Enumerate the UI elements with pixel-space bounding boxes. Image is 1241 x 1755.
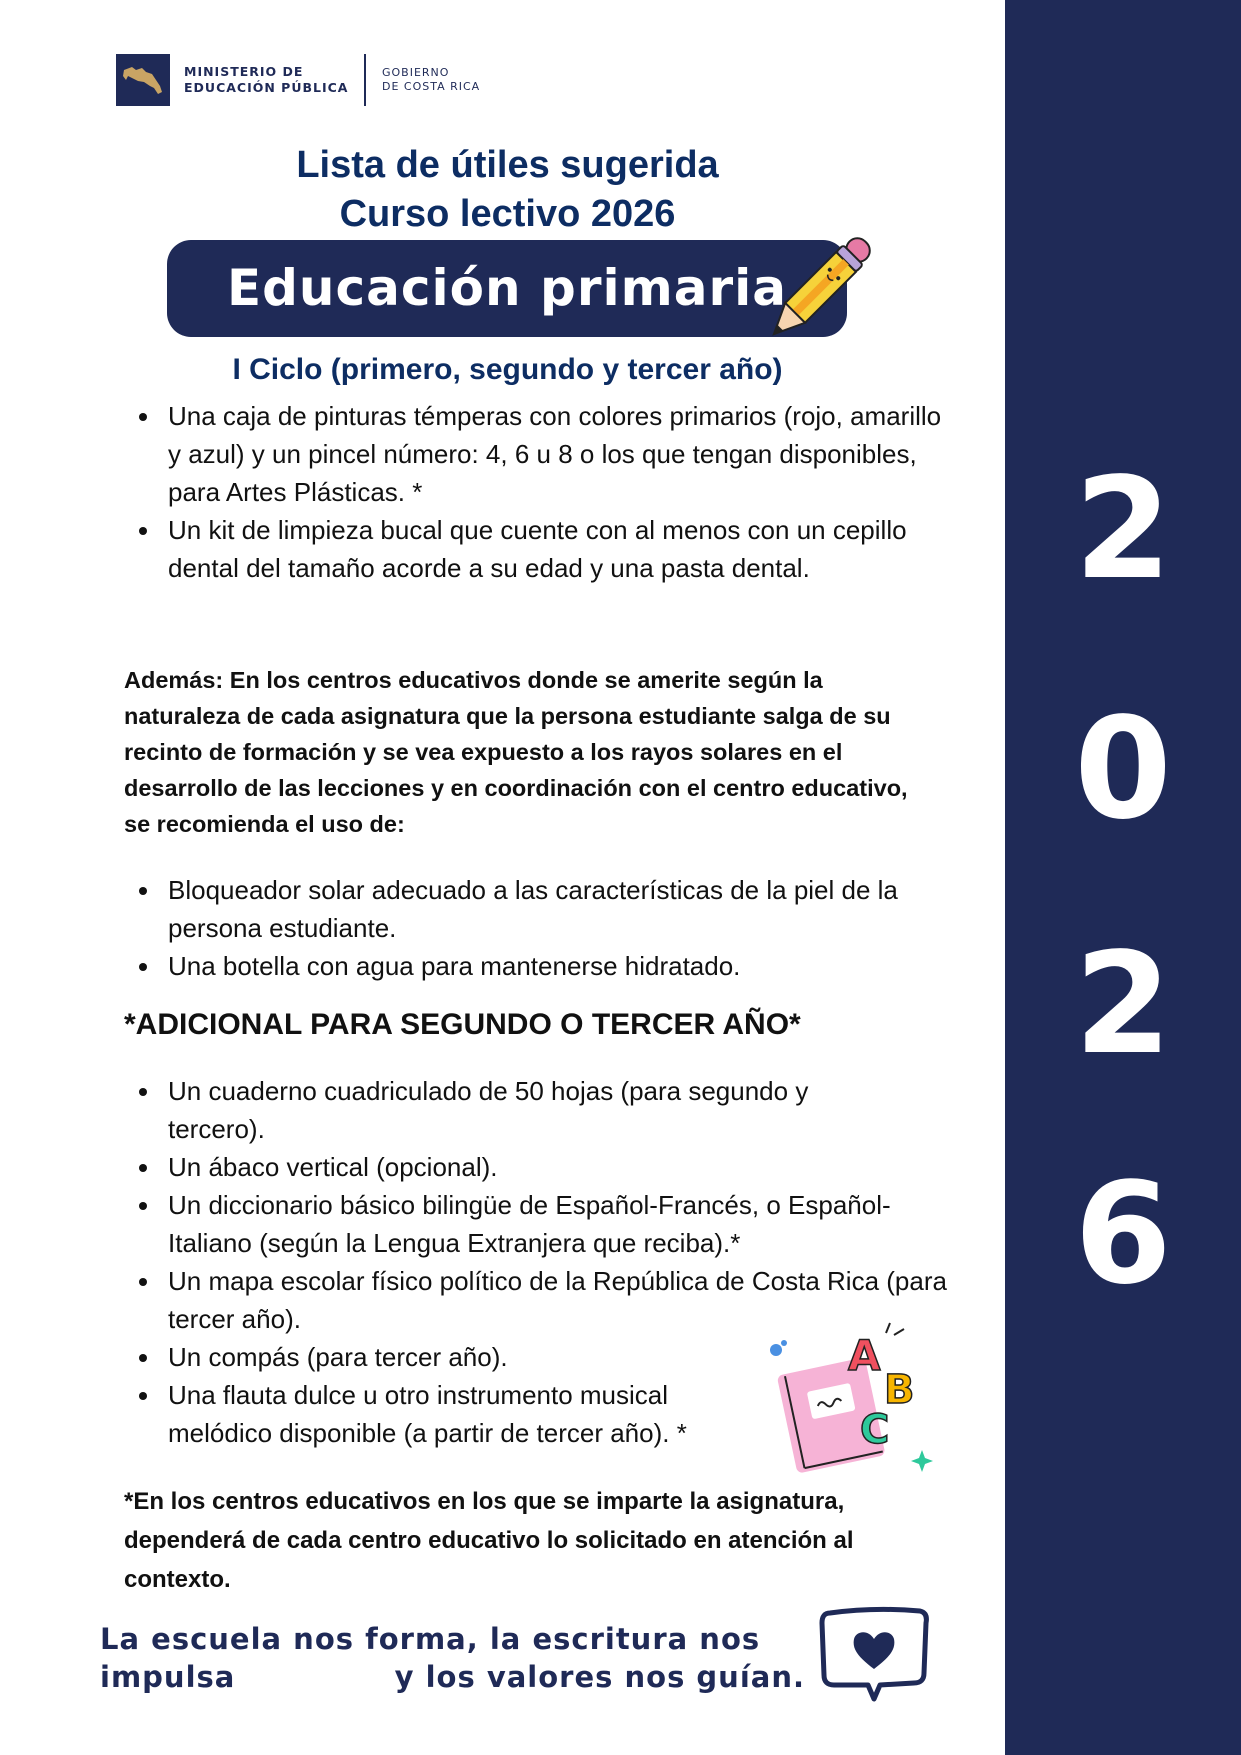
ministry-line-1: MINISTERIO DE [184, 64, 304, 79]
heart-speech-bubble-icon [818, 1603, 933, 1703]
level-banner [167, 240, 847, 337]
pencil-icon [750, 214, 895, 359]
footnote: *En los centros educativos en los que se imparte la asignatura, dependerá de cada centro educativo lo solicitado en atención al contexto. [124, 1488, 854, 1593]
ademas-paragraph: Además: En los centros educativos donde se amerite según la naturaleza de cada asignatura que la persona estudiante salga de su recinto de formación y se vea expuesto a los rayos solares en el desarrollo de las lecciones y en coordinación con el centro educativo, se recomienda el uso de: [124, 667, 908, 837]
slogan-line-1: La escuela nos forma, la escritura nos impulsa [100, 1622, 761, 1694]
ministry-name [184, 64, 348, 96]
list-item: Un compás (para tercer año). [125, 1338, 965, 1376]
page-title-line-2: Curso lectivo 2026 [339, 193, 676, 235]
year-digit: 0 [1074, 688, 1172, 851]
list-item: Bloqueador solar adecuado a las características de la piel de la persona estudiante. [125, 871, 955, 947]
page-title-line-1: Lista de útiles sugerida [296, 144, 719, 186]
svg-text:B: B [884, 1367, 915, 1413]
list-item: Una flauta dulce u otro instrumento musical melódico disponible (a partir de tercer año). * [125, 1376, 965, 1452]
list-item: Un cuaderno cuadriculado de 50 hojas (para segundo y tercero). [125, 1072, 965, 1148]
list-item: Un diccionario básico bilingüe de Español-Francés, o Español-Italiano (según la Lengua Extranjera que reciba).* [125, 1186, 965, 1262]
year-digit: 2 [1074, 923, 1172, 1086]
sun-protection-list [125, 871, 955, 985]
list-item: Una caja de pinturas témperas con colores primarios (rojo, amarillo y azul) y un pincel número: 4, 6 u 8 o los que tengan disponibles, para Artes Plásticas. * [125, 397, 955, 511]
gov-line-2: DE COSTA RICA [381, 80, 481, 93]
year-sidebar [1005, 0, 1241, 1755]
cycle-subtitle: I Ciclo (primero, segundo y tercer año) [232, 353, 783, 386]
logo-divider [364, 54, 366, 106]
list-item: Un ábaco vertical (opcional). [125, 1148, 965, 1186]
ministry-line-2: EDUCACIÓN PÚBLICA [184, 80, 349, 95]
gov-line-1: GOBIERNO [381, 66, 450, 79]
additional-heading: *ADICIONAL PARA SEGUNDO O TERCER AÑO* [124, 1008, 801, 1041]
svg-text:A: A [848, 1331, 881, 1380]
list-item: Un mapa escolar físico político de la República de Costa Rica (para tercer año). [125, 1262, 965, 1338]
main-supplies-list [125, 397, 955, 587]
ministry-logo [116, 54, 480, 106]
banner-title: Educación primaria [226, 259, 788, 317]
svg-text:C: C [860, 1407, 890, 1453]
year-digit: 2 [1074, 448, 1172, 611]
list-item: Un kit de limpieza bucal que cuente con al menos con un cepillo dental del tamaño acorde a su edad y una pasta dental. [125, 511, 955, 587]
slogan-line-2: y los valores nos guían. [394, 1660, 805, 1694]
government-name [382, 66, 480, 94]
list-item: Una botella con agua para mantenerse hidratado. [125, 947, 955, 985]
costa-rica-map-icon [116, 54, 170, 106]
year-digit: 6 [1074, 1153, 1172, 1316]
abc-book-icon [762, 1315, 942, 1475]
